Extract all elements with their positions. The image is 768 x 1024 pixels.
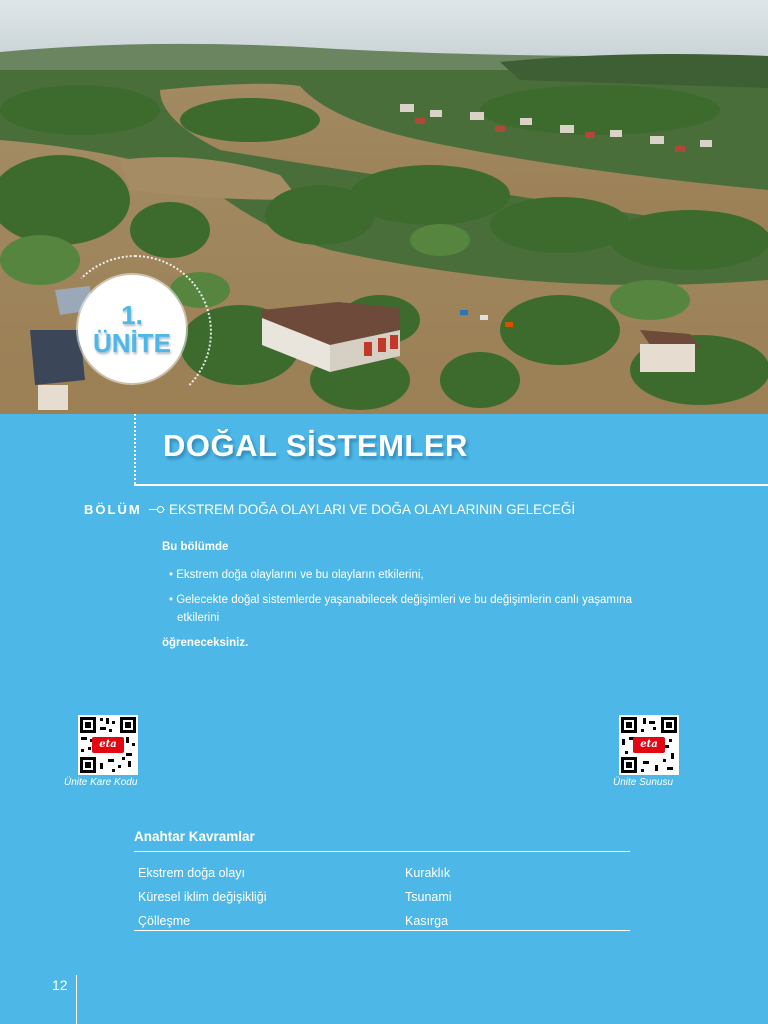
page-number: 12 (52, 977, 68, 993)
unit-badge (78, 275, 186, 383)
unit-label: ÜNİTE (93, 328, 171, 358)
section-label: BÖLÜM (84, 502, 142, 517)
key-concepts-bottom-rule (134, 930, 630, 931)
key-concepts-column-1 (138, 861, 267, 933)
unit-number: 1. (121, 300, 143, 330)
dotted-connector-line (134, 414, 136, 484)
objective-item: • Ekstrem doğa olaylarını ve bu olayların etkilerini, (169, 569, 424, 581)
section-title: EKSTREM DOĞA OLAYLARI VE DOĞA OLAYLARININ GELECEĞİ (169, 502, 576, 517)
objectives-list (169, 566, 669, 634)
unit-qr-caption: Ünite Kare Kodu (64, 777, 138, 788)
unit-title: DOĞAL SİSTEMLER (163, 428, 468, 463)
key-concepts-title: Anahtar Kavramlar (134, 829, 255, 844)
key-concepts-top-rule (134, 851, 630, 852)
key-concept-item: Çölleşme (138, 914, 191, 928)
unit-qr-code[interactable] (78, 715, 138, 775)
objectives-intro: Bu bölümde (162, 541, 229, 553)
section-connector-dot (157, 506, 164, 513)
key-concept-item: Kasırga (405, 914, 449, 928)
presentation-qr-caption: Ünite Sunusu (613, 777, 674, 788)
eta-logo-badge: eta (92, 737, 124, 753)
page-number-rule (76, 975, 77, 1024)
eta-logo-badge: eta (633, 737, 665, 753)
key-concept-item: Tsunami (405, 890, 452, 904)
title-underline (134, 484, 768, 486)
key-concept-item: Ekstrem doğa olayı (138, 866, 245, 880)
objectives-outro: öğreneceksiniz. (162, 637, 249, 649)
key-concept-item: Küresel iklim değişikliği (138, 890, 267, 904)
key-concept-item: Kuraklık (405, 866, 451, 880)
key-concepts-column-2 (405, 861, 452, 933)
presentation-qr-code[interactable] (619, 715, 679, 775)
objective-item: • Gelecekte doğal sistemlerde yaşanabilecek değişimleri ve bu değişimlerin canlı yaşamına etkilerini (169, 594, 632, 624)
